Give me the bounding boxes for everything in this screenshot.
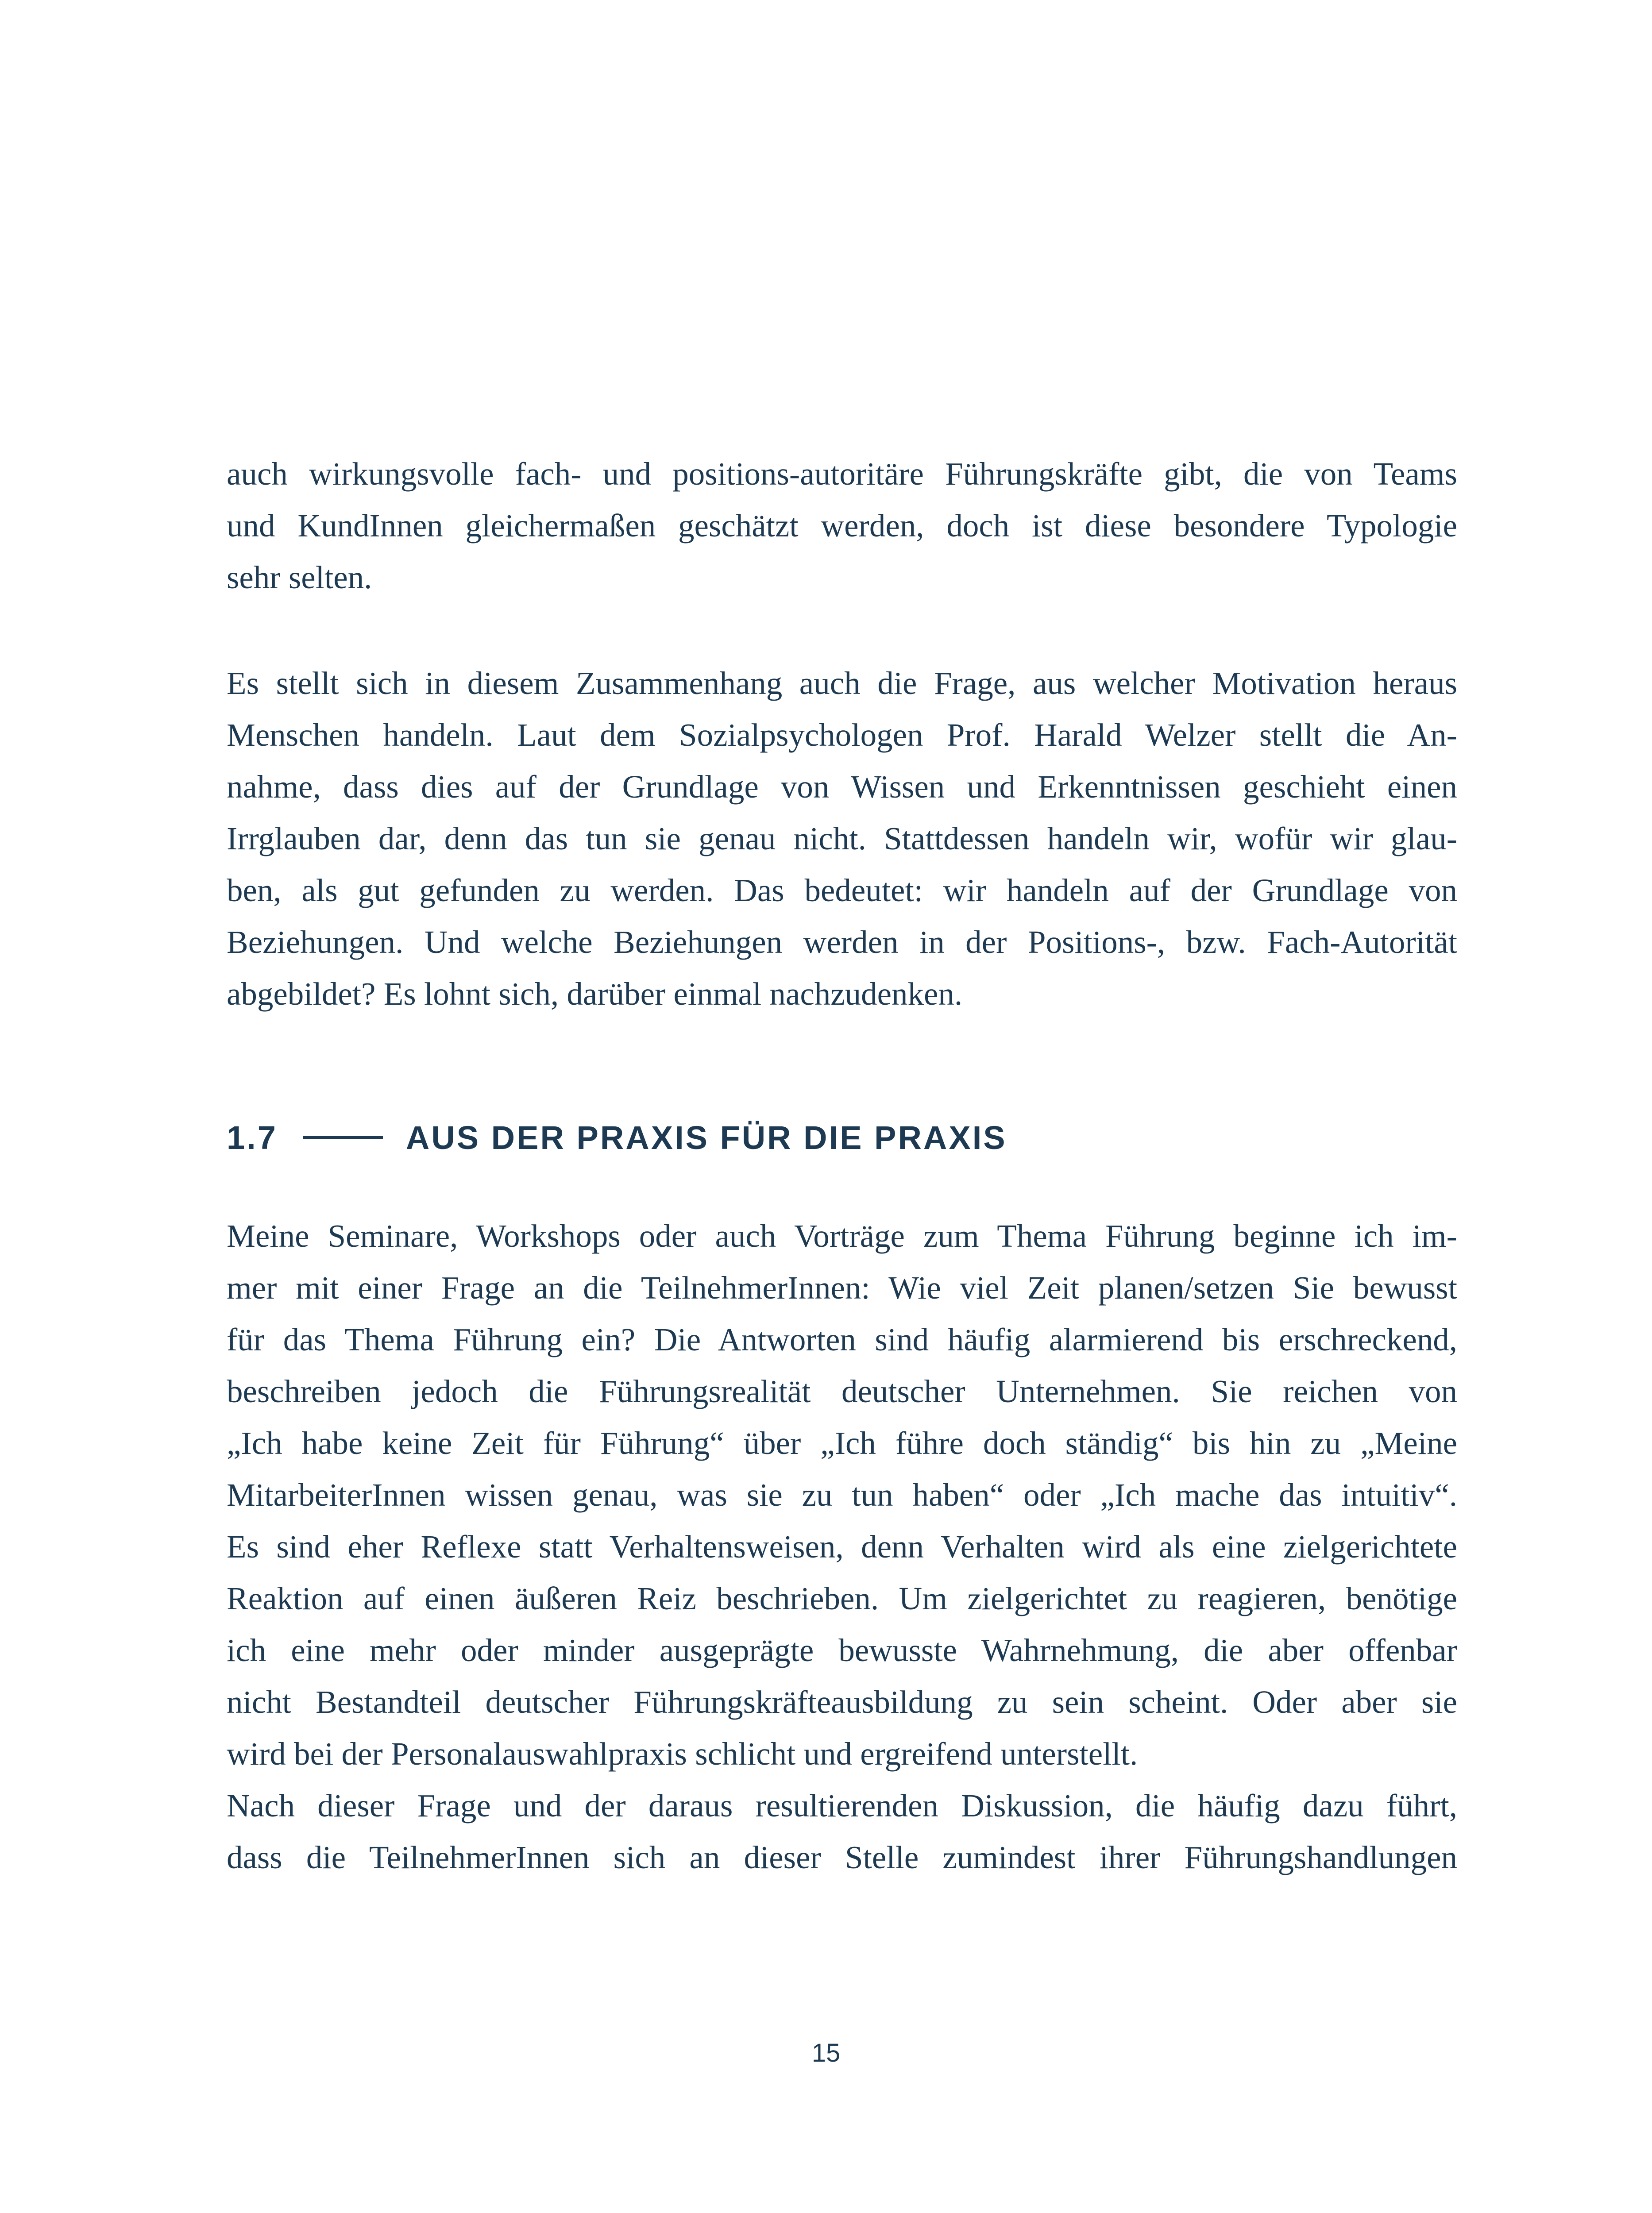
text-line: ben, als gut gefunden zu werden. Das bedeutet: wir handeln auf der Grundlage von [227,872,1457,908]
section-rule [303,1136,383,1139]
text-line: Reaktion auf einen äußeren Reiz beschrieben. Um zielgerichtet zu reagieren, benötige [227,1581,1457,1616]
text-line: Menschen handeln. Laut dem Sozialpsychologen Prof. Harald Welzer stellt die An- [227,717,1457,753]
page-number: 15 [811,2039,841,2067]
text-line: Meine Seminare, Workshops oder auch Vorträge zum Thema Führung beginne ich im- [227,1218,1457,1254]
text-line: nicht Bestandteil deutscher Führungskräfteausbildung zu sein scheint. Oder aber sie [227,1684,1457,1720]
text-line: Irrglauben dar, denn das tun sie genau nicht. Stattdessen handeln wir, wofür wir glau- [227,821,1457,856]
text-line: abgebildet? Es lohnt sich, darüber einmal nachzudenken. [227,976,963,1012]
text-line: mer mit einer Frage an die TeilnehmerInnen: Wie viel Zeit planen/setzen Sie bewusst [227,1270,1457,1306]
text-line: nahme, dass dies auf der Grundlage von Wissen und Erkenntnissen geschieht einen [227,769,1457,805]
section-number: 1.7 [227,1119,278,1156]
text-line: Es sind eher Reflexe statt Verhaltensweisen, denn Verhalten wird als eine zielgerichtete [227,1529,1457,1565]
section-title: AUS DER PRAXIS FÜR DIE PRAXIS [405,1119,1007,1156]
text-line: dass die TeilnehmerInnen sich an dieser Stelle zumindest ihrer Führungshandlungen [227,1839,1457,1875]
text-line: Es stellt sich in diesem Zusammenhang auch die Frage, aus welcher Motivation heraus [227,665,1457,701]
section-heading [227,1115,1007,1160]
text-line: sehr selten. [227,559,372,595]
text-line: wird bei der Personalauswahlpraxis schlicht und ergreifend unterstellt. [227,1736,1138,1772]
text-line: MitarbeiterInnen wissen genau, was sie zu tun haben“ oder „Ich mache das intuitiv“. [227,1477,1457,1513]
text-line: „Ich habe keine Zeit für Führung“ über „Ich führe doch ständig“ bis hin zu „Meine [227,1425,1457,1461]
paragraph-2 [227,657,1457,1020]
text-line: Nach dieser Frage und der daraus resultierenden Diskussion, die häufig dazu führt, [227,1788,1457,1824]
text-line: und KundInnen gleichermaßen geschätzt werden, doch ist diese besondere Typologie [227,508,1457,544]
text-line: ich eine mehr oder minder ausgeprägte bewusste Wahrnehmung, die aber offenbar [227,1632,1457,1668]
text-line: auch wirkungsvolle fach- und positions-autoritäre Führungskräfte gibt, die von Teams [227,456,1457,492]
text-line: Beziehungen. Und welche Beziehungen werden in der Positions-, bzw. Fach-Autorität [227,924,1457,960]
text-line: beschreiben jedoch die Führungsrealität deutscher Unternehmen. Sie reichen von [227,1373,1457,1409]
paragraph-1 [227,448,1457,603]
text-line: für das Thema Führung ein? Die Antworten sind häufig alarmierend bis erschreckend, [227,1322,1457,1357]
paragraph-3 [227,1210,1457,1883]
